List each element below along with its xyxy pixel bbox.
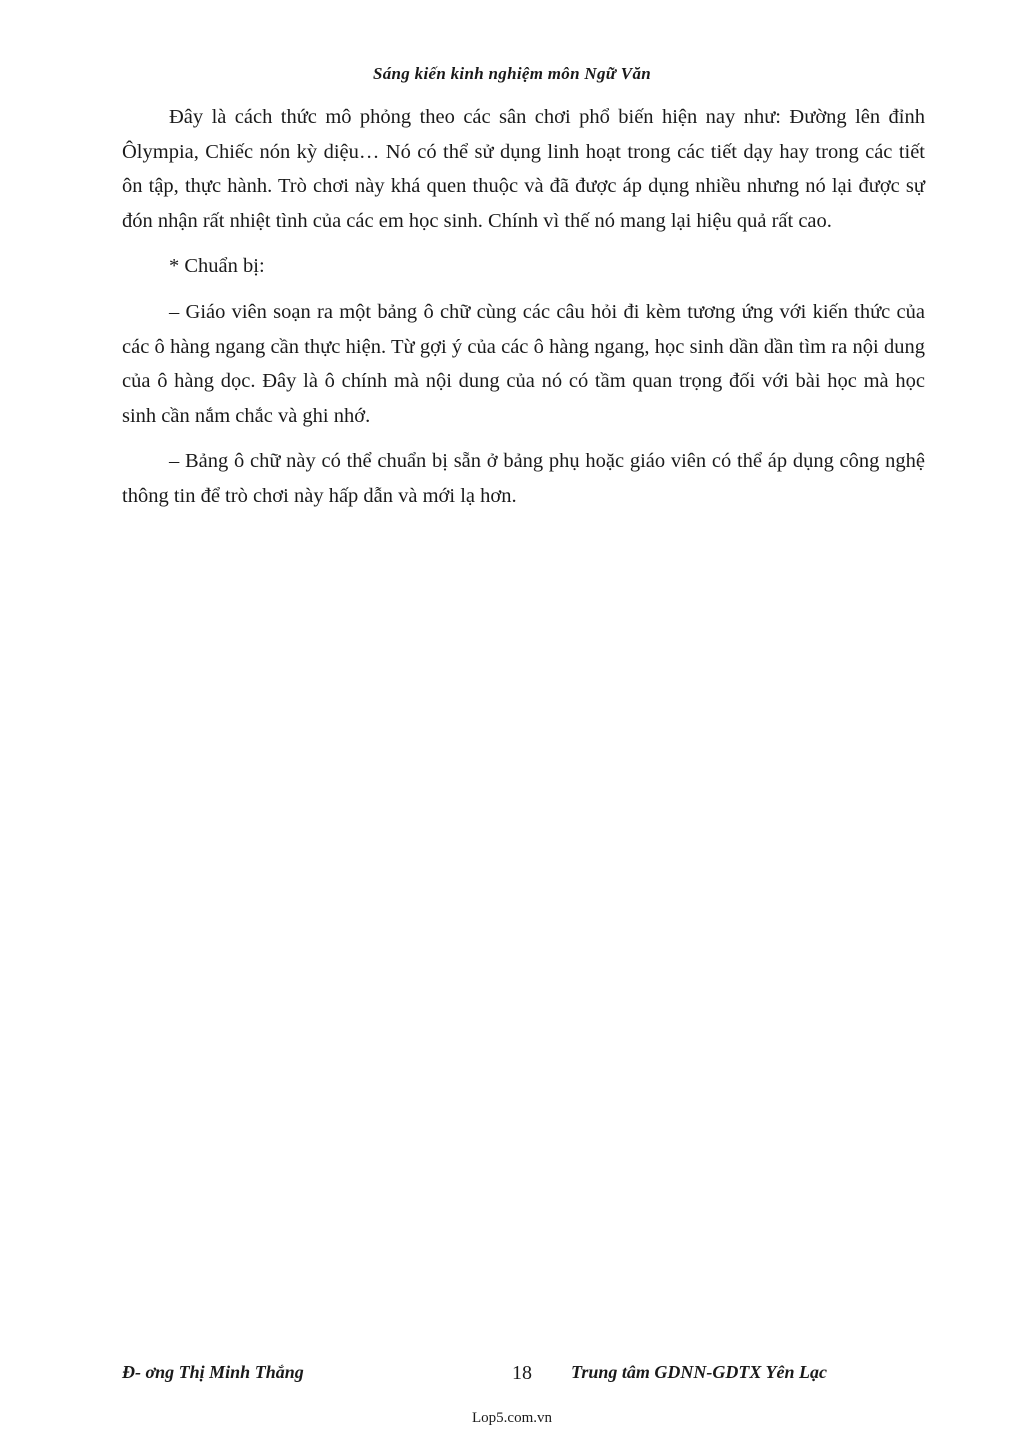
paragraph-preparation-heading: * Chuẩn bị: [169,255,265,278]
page-header: Sáng kiến kinh nghiệm môn Ngữ Văn [373,64,651,83]
page-footer [0,1362,1024,1390]
paragraph-board-technology: – Bảng ô chữ này có thể chuẩn bị sẵn ở bảng phụ hoặc giáo viên có thể áp dụng công nghệ thông tin để trò chơi này hấp dẫn và mới lạ hơn. [122,450,925,507]
source-watermark: Lop5.com.vn [472,1410,552,1426]
page-body [122,100,925,525]
footer-author: Đ- ơng Thị Minh Thắng [122,1362,304,1382]
paragraph-intro: Đây là cách thức mô phỏng theo các sân chơi phổ biến hiện nay như: Đường lên đỉnh Ôlympia, Chiếc nón kỳ diệu… Nó có thể sử dụng linh hoạt trong các tiết dạy hay trong các tiết ôn tập, thực hành. Trò chơi này khá quen thuộc và đã được áp dụng nhiều nhưng nó lại được sự đón nhận rất nhiệt tình của các em học sinh. Chính vì thế nó mang lại hiệu quả rất cao. [122,106,925,232]
footer-organization: Trung tâm GDNN-GDTX Yên Lạc [571,1362,827,1382]
paragraph-teacher-board: – Giáo viên soạn ra một bảng ô chữ cùng các câu hỏi đi kèm tương ứng với kiến thức của các ô hàng ngang cần thực hiện. Từ gợi ý của các ô hàng ngang, học sinh dần dần tìm ra nội dung của ô hàng dọc. Đây là ô chính mà nội dung của nó có tầm quan trọng đối với bài học mà học sinh cần nắm chắc và ghi nhớ. [122,300,925,427]
page-number: 18 [512,1362,532,1384]
